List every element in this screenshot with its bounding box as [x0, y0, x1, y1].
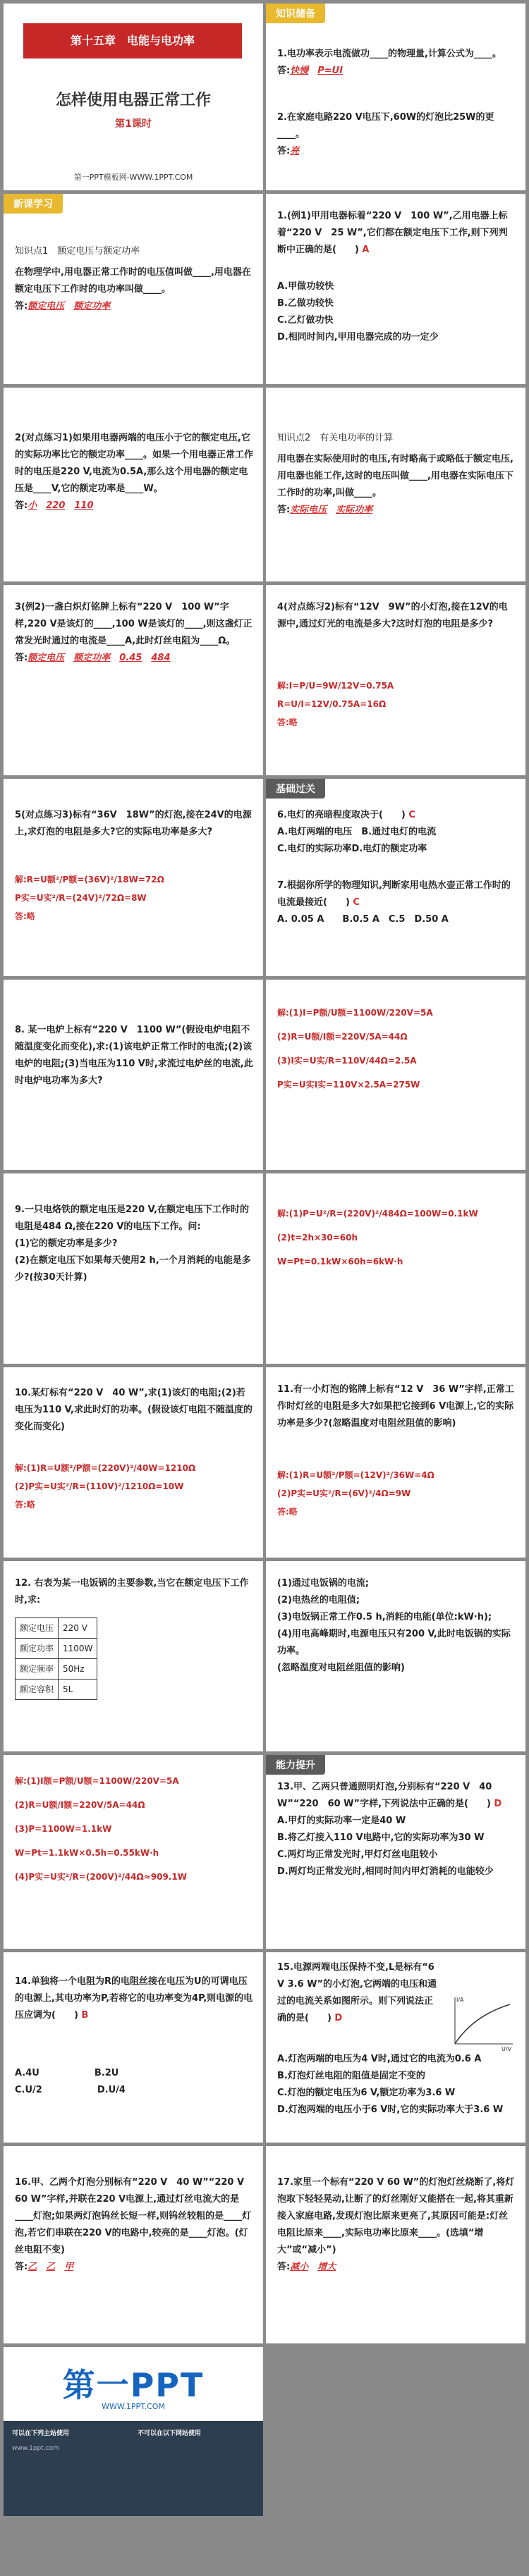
- newlearn-slide: [4, 194, 263, 384]
- ex12-slide: [4, 1561, 263, 1751]
- ex17-slide: [266, 2146, 525, 2343]
- basic-tag: 基础过关: [266, 779, 325, 799]
- spec-value: 1100W: [59, 1639, 97, 1659]
- spec-row: [16, 1680, 97, 1700]
- ex4-solution: 解:I=P/U=9W/12V=0.75A R=U/I=12V/0.75A=16Ω 答:略: [277, 681, 394, 727]
- cover-slide: [4, 4, 263, 190]
- ex8-solution-slide: [266, 980, 525, 1170]
- cover-footer: 第一PPT模板网-WWW.1PPT.COM: [73, 173, 193, 182]
- ex16-slide: [4, 2146, 263, 2343]
- reserve-slide: [266, 4, 525, 190]
- ex8-slide: [4, 980, 263, 1170]
- ex12-req-slide: [266, 1561, 525, 1751]
- spec-value: 5L: [59, 1680, 97, 1700]
- ex9-slide: [4, 1173, 263, 1364]
- ex7-question: 7.根据你所学的物理知识,判断家用电热水壶正常工作时的电流最接近( ) C A. 0.05 A B.0.5 A C.5 D.50 A: [277, 880, 511, 925]
- brand-left-title: 可以在下列主站使用: [12, 2430, 70, 2437]
- iv-graph: [445, 1995, 516, 2051]
- improve-tag: 能力提升: [266, 1755, 325, 1775]
- reserve-tag: 知识储备: [266, 4, 325, 23]
- ex9-question: 9.一只电烙铁的额定电压是220 V,在额定电压下工作时的电阻是484 Ω,接在220 V的电压下工作。问: (1)它的额定功率是多少? (2)在额定电压下如果每天使用2 h,一个月消耗的电能是多少?(按30天计算): [15, 1204, 251, 1283]
- kp2-heading: 知识点2 有关电功率的计算: [277, 433, 394, 443]
- ex12-requirements: (1)通过电饭锅的电流; (2)电热丝的电阻值; (3)电饭锅正常工作0.5 h,消耗的电能(单位:kW·h); (4)用电高峰期时,电源电压只有200 V,此时电饭锅的实际功率。 (忽略温度对电阻丝阻值的影响): [277, 1578, 511, 1673]
- ex12-table-wrap: [15, 1617, 253, 1700]
- ex12-solution-slide: [4, 1755, 263, 1949]
- reserve-q1: 1.电功率表示电流做功____的物理量,计算公式为____。 答:快慢 P=UI: [277, 49, 501, 76]
- ex4-slide: [266, 585, 525, 775]
- kp2-slide: [266, 388, 525, 581]
- kp1-text: 在物理学中,用电器正常工作时的电压值叫做____,用电器在额定电压下工作时的电功率叫做____。 答:额定电压 额定功率: [15, 267, 251, 312]
- brand-slide: [4, 2347, 263, 2516]
- spec-key: 额定频率: [16, 1659, 59, 1680]
- chapter-banner: 第十五章 电能与电功率: [23, 23, 242, 58]
- empty-panel: [266, 2347, 525, 2516]
- ex4-question: 4(对点练习2)标有“12V 9W”的小灯泡,接在12V的电源中,通过灯光的电流是多大?这时灯泡的电阻是多少?: [277, 602, 508, 629]
- brand-right-title: 不可以在以下网站使用: [138, 2430, 202, 2437]
- cover-title: 怎样使用电器正常工作: [55, 92, 211, 109]
- improve-slide: [266, 1755, 525, 1949]
- cover-subtitle: 第1课时: [115, 118, 152, 130]
- brand-note: www.1ppt.com: [12, 2445, 59, 2452]
- ex11-question: 11.有一小灯泡的铭牌上标有“12 V 36 W”字样,正常工作时灯丝的电阻是多大?如果把它接到6 V电源上,它的实际功率是多少?(忽略温度对电阻丝阻值的影响): [277, 1384, 514, 1429]
- ex1-options: A.甲做功较快 B.乙做功较快 C.乙灯做功快 D.相同时间内,甲用电器完成的功一定少: [277, 281, 439, 343]
- ex10-solution: 解:(1)R=U额²/P额=(220V)²/40W=1210Ω (2)P实=U实²/R=(110V)²/1210Ω=10W 答:略: [15, 1463, 196, 1510]
- kp1-heading: 知识点1 额定电压与额定功率: [15, 246, 140, 257]
- ex11-slide: [266, 1367, 525, 1558]
- spec-value: 50Hz: [59, 1659, 97, 1680]
- kp2-text: 用电器在实际使用时的电压,有时略高于或略低于额定电压,用电器也能工作,这时的电压叫做____,用电器在实际电压下工作时的功率,叫做____。 答:实际电压 实际功率: [277, 454, 513, 515]
- iv-graph-ylabel: I/A: [456, 1997, 464, 2003]
- ex5-slide: [4, 779, 263, 976]
- spec-row: [16, 1639, 97, 1659]
- brand-info: [4, 2421, 263, 2516]
- ex10-slide: [4, 1367, 263, 1558]
- ex5-question: 5(对点练习3)标有“36V 18W”的灯泡,接在24V的电源上,求灯泡的电阻是多大?它的实际电功率是多大?: [15, 810, 252, 837]
- ex14-question: 14.单独将一个电阻为R的电阻丝接在电压为U的可调电压的电源上,其电功率为P,若将它的电功率变为4P,则电源的电压应调为( ) B: [15, 1976, 253, 2021]
- ex5-solution: 解:R=U额²/P额=(36V)²/18W=72Ω P实=U实²/R=(24V)²/72Ω=8W 答:略: [15, 875, 164, 921]
- ex12-solution: 解:(1)I额=P额/U额=1100W/220V=5A (2)R=U额/I额=220V/5A=44Ω (3)P=1100W=1.1kW W=Pt=1.1kW×0.5h=0.55kW·h (4)P实=U实²/R=(200V)²/44Ω≈909.1W: [15, 1776, 187, 1882]
- ex1-question: 1.(例1)甲用电器标着“220 V 100 W”,乙用电器上标着“220 V 25 W”,它们都在额定电压下工作,则下列判断中正确的是( ) A: [277, 211, 508, 255]
- newlearn-tag: 新课学习: [4, 194, 63, 214]
- brand-url: WWW.1PPT.COM: [102, 2402, 165, 2411]
- ex9-solution: 解:(1)P=U²/R=(220V)²/484Ω=100W=0.1kW (2)t=2h×30=60h W=Pt=0.1kW×60h=6kW·h: [277, 1209, 478, 1267]
- ex15-slide: [266, 1952, 525, 2143]
- basic-slide: [266, 779, 525, 976]
- ex9-solution-slide: [266, 1173, 525, 1364]
- spec-row: [16, 1659, 97, 1680]
- spec-key: 额定电压: [16, 1618, 59, 1639]
- ex10-question: 10.某灯标有“220 V 40 W”,求(1)该灯的电阻;(2)若电压为110 V,求此时灯的功率。(假设该灯电阻不随温度的变化而变化): [15, 1388, 253, 1432]
- brand-header: [4, 2347, 263, 2421]
- ex3-question: 3(例2)一盏白炽灯铭牌上标有“220 V 100 W”字样,220 V是该灯的____,100 W是该灯的____,则这盏灯正常发光时通过的电流是____A,此时灯丝电阻为____Ω。 答:额定电压 额定功率 0.45 484: [15, 602, 253, 663]
- spec-row: [16, 1618, 97, 1639]
- spec-value: 220 V: [59, 1618, 97, 1639]
- reserve-q2: 2.在家庭电路220 V电压下,60W的灯泡比25W的更____。 答:亮: [277, 112, 494, 156]
- ex14-slide: [4, 1952, 263, 2143]
- ex15-options: A.灯泡两端的电压为4 V时,通过它的电流为0.6 A B.灯泡灯丝电阻的阻值是固定不变的 C.灯泡的额定电压为6 V,额定功率为3.6 W D.灯泡两端的电压小于6 V时,它的实际功率大于3.6 W: [277, 2054, 504, 2115]
- ex11-solution: 解:(1)R=U额²/P额=(12V)²/36W=4Ω (2)P实=U实²/R=(6V)²/4Ω=9W 答:略: [277, 1470, 434, 1517]
- iv-graph-xlabel: U/V: [501, 2046, 512, 2051]
- ex8-question: 8. 某一电炉上标有“220 V 1100 W”(假设电炉电阻不随温度变化而变化),求:(1)该电炉正常工作时的电流;(2)该电炉的电阻;(3)当电压为110 V时,求流过电炉丝的电流,此时电炉电功率为多大?: [15, 1025, 253, 1086]
- spec-key: 额定功率: [16, 1639, 59, 1659]
- spec-key: 额定容积: [16, 1680, 59, 1700]
- ex16-question: 16.甲、乙两个灯泡分别标有“220 V 40 W”“220 V 60 W”字样,并联在220 V电源上,通过灯丝电流大的是____灯泡;如果两灯泡钨丝长短一样,则钨丝较粗的是____灯泡,若它们串联在220 V的电路中,较亮的是____灯泡。(灯丝电阻不变) 答:乙 乙 甲: [15, 2177, 254, 2272]
- ex6-question: 6.电灯的亮暗程度取决于( ) C A.电灯两端的电压 B.通过电灯的电流 C.电灯的实际功率D.电灯的额定功率: [277, 810, 437, 854]
- ex13-question: 13.甲、乙两只普通照明灯泡,分别标有“220 V 40 W”“220 60 W”字样,下列说法中正确的是( ) D A.甲灯的实际功率一定是40 W B.将乙灯接入110 V电路中,它的实际功率为30 W C.两灯均正常发光时,甲灯灯丝电阻较小 D.两灯均正常发光时,相同时间内甲灯消耗的电能较少: [277, 1782, 502, 1877]
- spec-table: [15, 1617, 97, 1700]
- ex2-slide: [4, 388, 263, 581]
- ex15-question: 15.电源两端电压保持不变,L是标有“6 V 3.6 W”的小灯泡,它两端的电压和通过的电流关系如图所示。则下列说法正确的是( ) D: [277, 1962, 437, 2023]
- ex3-slide: [4, 585, 263, 775]
- ex1-slide: [266, 194, 525, 384]
- ex17-question: 17.家里一个标有“220 V 60 W”的灯泡灯丝烧断了,将灯泡取下轻轻晃动,让断了的灯丝刚好又能搭在一起,将其重新接入家庭电路,发现灯泡比原来更亮了,其原因可能是:灯丝电阻比原来____,实际电功率比原来____。(选填“增大”或“减小”) 答:减小 增大: [277, 2177, 515, 2272]
- brand-logo: 第一PPT: [62, 2366, 205, 2404]
- ex2-question: 2(对点练习1)如果用电器两端的电压小于它的额定电压,它的实际功率比它的额定功率____。如果一个用电器正常工作时的电压是220 V,电流为0.5A,那么这个用电器的额定电压是____V,它的额定功率是____W。 答:小 220 110: [15, 433, 254, 511]
- ex14-options: A.4U B.2U C.U/2 D.U/4: [15, 2068, 126, 2095]
- ex12-question: 12. 右表为某一电饭锅的主要参数,当它在额定电压下工作时,求:: [15, 1578, 249, 1606]
- ex8-solution: 解:(1)I=P额/U额=1100W/220V=5A (2)R=U额/I额=220V/5A=44Ω (3)I实=U实/R=110V/44Ω=2.5A P实=U实I实=110V×2.5A=275W: [277, 1008, 433, 1090]
